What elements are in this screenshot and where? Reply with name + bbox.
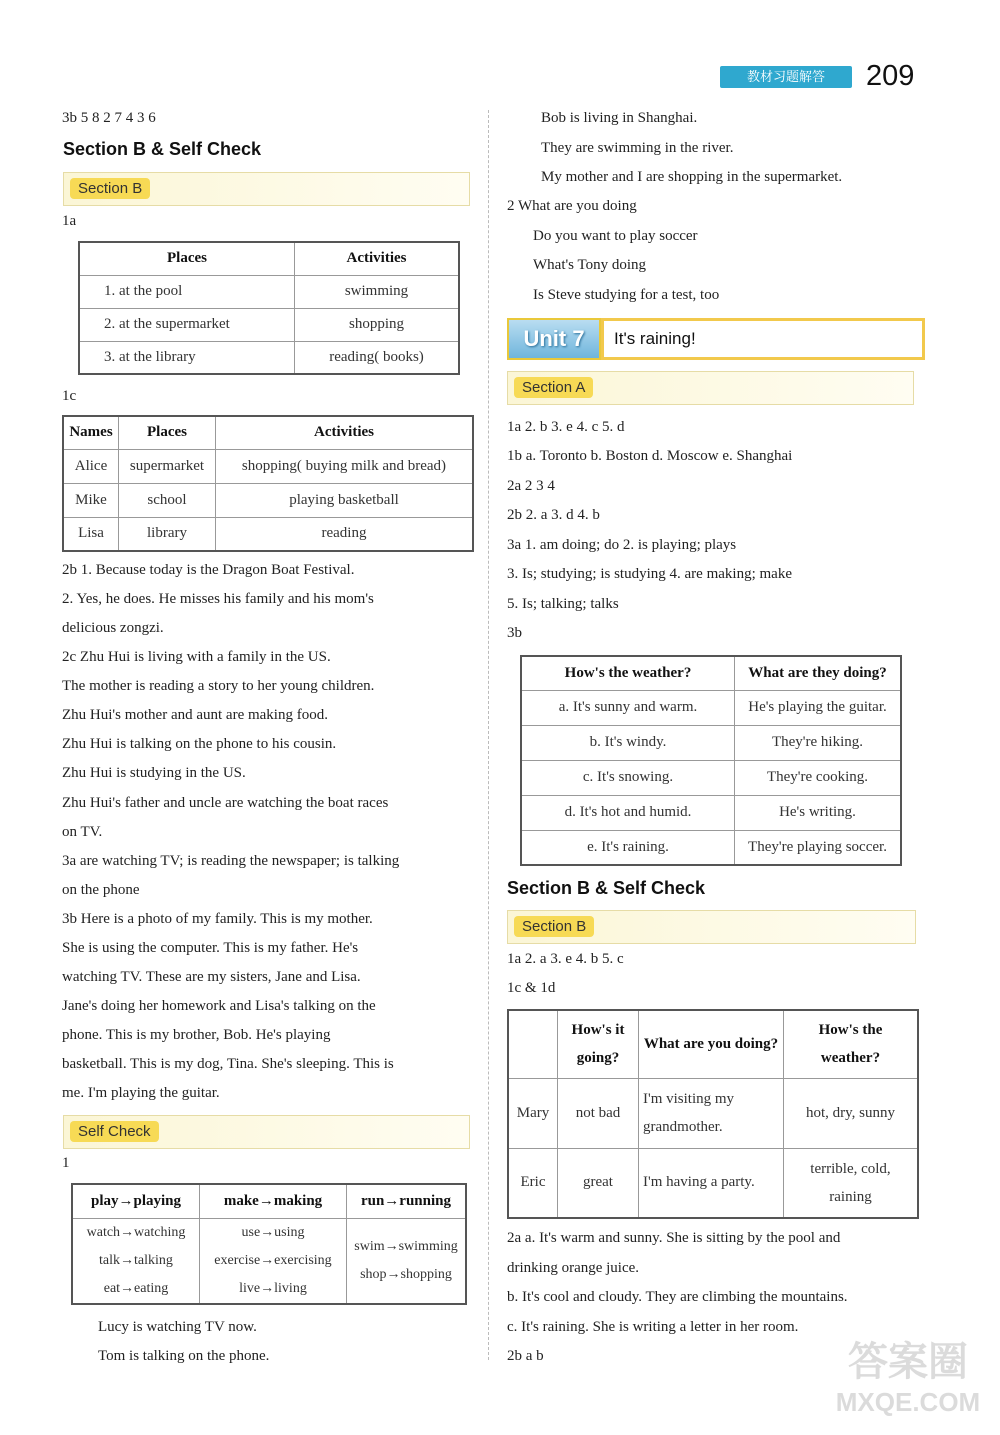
section-b-label: Section B xyxy=(70,178,150,199)
section-title: Section B & Self Check xyxy=(507,878,706,898)
section-a-label: Section A xyxy=(514,377,593,398)
table-cell: 3. at the library xyxy=(79,341,295,374)
table-cell: Eric xyxy=(508,1148,558,1218)
word-pair: use→using xyxy=(241,1224,305,1240)
text-line: They are swimming in the river. xyxy=(541,140,734,156)
unit-title: It's raining! xyxy=(601,318,925,360)
table-cell: great xyxy=(558,1148,639,1218)
column-divider xyxy=(488,110,489,1360)
table-cell: terrible, cold, raining xyxy=(784,1148,919,1218)
table-cell: school xyxy=(119,483,216,517)
table-cell: a. It's sunny and warm. xyxy=(521,690,735,725)
table-header: How's the weather? xyxy=(521,656,735,690)
label-1a: 1a xyxy=(62,213,77,229)
table-cell: b. It's windy. xyxy=(521,725,735,760)
text-line: The mother is reading a story to her young children. xyxy=(62,678,375,694)
self-check-label: Self Check xyxy=(70,1121,159,1142)
table-header: How's it going? xyxy=(558,1010,639,1078)
text-line: Zhu Hui's mother and aunt are making food. xyxy=(62,707,328,723)
table-cell: 2. at the supermarket xyxy=(79,308,295,341)
table-cell: I'm having a party. xyxy=(639,1148,784,1218)
word-pair: exercise→exercising xyxy=(214,1252,332,1268)
answer-3b: 3b 5 8 2 7 4 3 6 xyxy=(62,110,156,126)
text-line: She is using the computer. This is my father. He's xyxy=(62,940,359,956)
text-line: me. I'm playing the guitar. xyxy=(62,1085,220,1101)
table-cell: 1. at the pool xyxy=(79,275,295,308)
table-cell xyxy=(72,1218,200,1304)
word-pair: eat→eating xyxy=(103,1280,169,1296)
text-line: 1c & 1d xyxy=(507,980,556,996)
table-header: How's the weather? xyxy=(784,1010,919,1078)
section-b-bar xyxy=(63,172,470,206)
table-cell xyxy=(347,1218,467,1304)
text-line: 2 What are you doing xyxy=(507,198,637,214)
table-header: What are they doing? xyxy=(735,656,902,690)
section-b-label: Section B xyxy=(514,916,594,937)
table-header: Places xyxy=(119,416,216,449)
watermark-url: MXQE.COM xyxy=(835,1387,981,1417)
self-check-bar xyxy=(63,1115,470,1149)
table-cell: Alice xyxy=(63,449,119,483)
unit-label: Unit 7 xyxy=(507,318,601,360)
text-line: 2b 2. a 3. d 4. b xyxy=(507,507,600,523)
text-line: on TV. xyxy=(62,824,103,840)
table-cell: e. It's raining. xyxy=(521,830,735,865)
table-cell xyxy=(200,1218,347,1304)
table-cell: not bad xyxy=(558,1078,639,1148)
watermark-logo xyxy=(828,1330,988,1425)
text-line: Zhu Hui is talking on the phone to his cousin. xyxy=(62,736,337,752)
table-cell: swimming xyxy=(295,275,460,308)
text-line: Jane's doing her homework and Lisa's talking on the xyxy=(62,998,376,1014)
table-cell: playing basketball xyxy=(216,483,474,517)
table-cell: shopping xyxy=(295,308,460,341)
table-cell: d. It's hot and humid. xyxy=(521,795,735,830)
text-line: Tom is talking on the phone. xyxy=(98,1348,270,1364)
table-self-check xyxy=(71,1183,467,1305)
text-line: 2c Zhu Hui is living with a family in the US. xyxy=(62,649,331,665)
text-line: 2. Yes, he does. He misses his family and his mom's xyxy=(62,591,374,607)
table-cell: Mike xyxy=(63,483,119,517)
table-header: Activities xyxy=(295,242,460,275)
text-line: c. It's raining. She is writing a letter in her room. xyxy=(507,1319,799,1335)
table-cell: library xyxy=(119,517,216,551)
word-pair: swim→swimming xyxy=(354,1238,458,1254)
text-line: 1a 2. b 3. e 4. c 5. d xyxy=(507,419,625,435)
text-line: drinking orange juice. xyxy=(507,1260,640,1276)
text-line: Zhu Hui's father and uncle are watching the boat races xyxy=(62,795,389,811)
text-line: 3a 1. am doing; do 2. is playing; plays xyxy=(507,537,737,553)
text-line: 3a are watching TV; is reading the newspaper; is talking xyxy=(62,853,400,869)
text-line: Do you want to play soccer xyxy=(533,228,698,244)
watermark-text: 答案圈 xyxy=(848,1340,968,1384)
table-1a xyxy=(78,241,460,375)
word-pair: shop→shopping xyxy=(360,1266,452,1282)
table-1c-1d xyxy=(507,1009,919,1219)
text-line: 2b 1. Because today is the Dragon Boat Festival. xyxy=(62,562,355,578)
table-cell: He's playing the guitar. xyxy=(735,690,902,725)
table-cell: Mary xyxy=(508,1078,558,1148)
table-cell: He's writing. xyxy=(735,795,902,830)
table-header: play→playing xyxy=(72,1184,200,1218)
table-cell: shopping( buying milk and bread) xyxy=(216,449,474,483)
text-line: What's Tony doing xyxy=(533,257,647,273)
text-line: on the phone xyxy=(62,882,140,898)
text-line: Lucy is watching TV now. xyxy=(98,1319,257,1335)
table-cell: They're playing soccer. xyxy=(735,830,902,865)
table-header: Activities xyxy=(216,416,474,449)
label-1: 1 xyxy=(62,1155,70,1171)
table-cell: They're cooking. xyxy=(735,760,902,795)
table-3b xyxy=(520,655,902,866)
table-cell: c. It's snowing. xyxy=(521,760,735,795)
table-cell: reading xyxy=(216,517,474,551)
text-line: 1a 2. a 3. e 4. b 5. c xyxy=(507,951,624,967)
text-line: My mother and I are shopping in the supermarket. xyxy=(541,169,843,185)
table-cell: Lisa xyxy=(63,517,119,551)
table-cell: supermarket xyxy=(119,449,216,483)
table-header: make→making xyxy=(200,1184,347,1218)
word-pair: live→living xyxy=(239,1280,307,1296)
table-cell: reading( books) xyxy=(295,341,460,374)
text-line: 3b Here is a photo of my family. This is my mother. xyxy=(62,911,373,927)
table-cell: They're hiking. xyxy=(735,725,902,760)
text-line: phone. This is my brother, Bob. He's playing xyxy=(62,1027,331,1043)
table-cell: I'm visiting my grandmother. xyxy=(639,1078,784,1148)
table-header: What are you doing? xyxy=(639,1010,784,1078)
text-line: b. It's cool and cloudy. They are climbing the mountains. xyxy=(507,1289,848,1305)
label-1c: 1c xyxy=(62,388,77,404)
word-pair: talk→talking xyxy=(99,1252,173,1268)
word-pair: watch→watching xyxy=(86,1224,186,1240)
table-header xyxy=(508,1010,558,1078)
page-number: 209 xyxy=(866,60,915,92)
text-line: basketball. This is my dog, Tina. She's sleeping. This is xyxy=(62,1056,394,1072)
section-title: Section B & Self Check xyxy=(63,139,262,159)
table-cell: hot, dry, sunny xyxy=(784,1078,919,1148)
text-line: 5. Is; talking; talks xyxy=(507,596,619,612)
text-line: 2a a. It's warm and sunny. She is sitting by the pool and xyxy=(507,1230,841,1246)
section-b-bar-right xyxy=(507,910,916,944)
text-line: Zhu Hui is studying in the US. xyxy=(62,765,246,781)
text-line: Is Steve studying for a test, too xyxy=(533,287,720,303)
section-a-bar xyxy=(507,371,914,405)
table-1c xyxy=(62,415,474,552)
text-line: watching TV. These are my sisters, Jane and Lisa. xyxy=(62,969,361,985)
text-line: Bob is living in Shanghai. xyxy=(541,110,698,126)
text-line: 2a 2 3 4 xyxy=(507,478,555,494)
text-line: 1b a. Toronto b. Boston d. Moscow e. Shanghai xyxy=(507,448,793,464)
text-line: 2b a b xyxy=(507,1348,544,1364)
text-line: 3. Is; studying; is studying 4. are making; make xyxy=(507,566,792,582)
text-line: 3b xyxy=(507,625,522,641)
text-line: delicious zongzi. xyxy=(62,620,164,636)
table-header: run→running xyxy=(347,1184,467,1218)
header-badge: 教材习题解答 xyxy=(720,66,852,88)
table-header: Places xyxy=(79,242,295,275)
table-header: Names xyxy=(63,416,119,449)
